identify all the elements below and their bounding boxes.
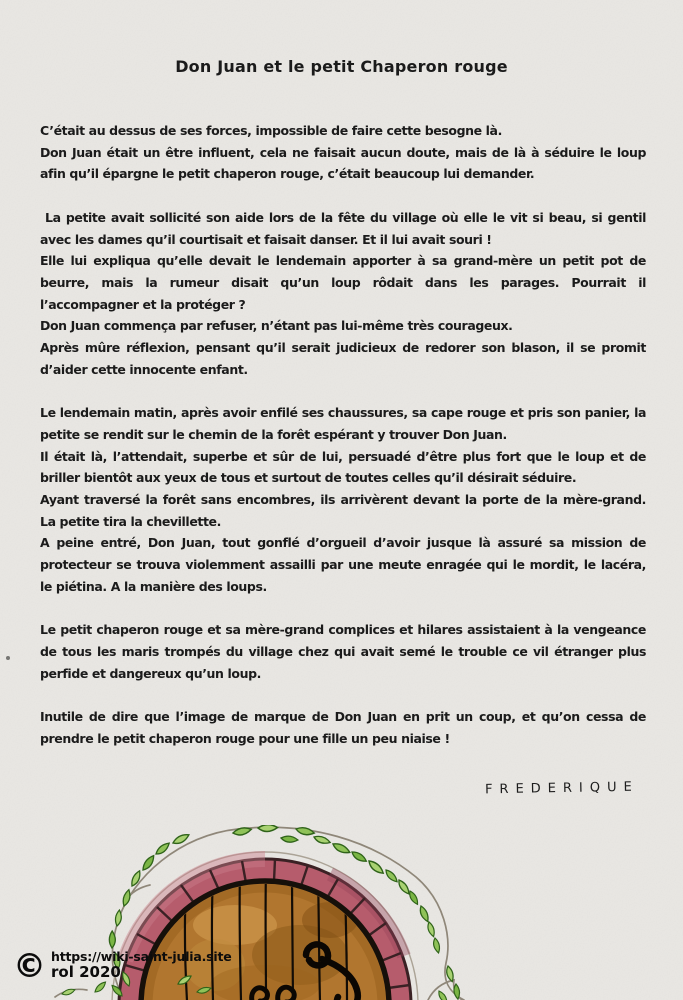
story-line: A peine entré, Don Juan, tout gonflé d’orgueil d’avoir jusque là assuré sa mission de protecteur se trouva violemment assailli par une meute enragée qui le mordit, le lacéra, le piétina. A la manière des loups. bbox=[40, 535, 646, 594]
story-block bbox=[40, 706, 646, 749]
copyright-icon: © bbox=[13, 945, 46, 985]
story-line: La petite avait sollicité son aide lors de la fête du village où elle le vit si beau, si gentil avec les dames qu’il courtisait et faisait danser. Et il lui avait souri ! bbox=[40, 209, 646, 247]
story-line: Le lendemain matin, après avoir enfilé ses chaussures, sa cape rouge et pris son panier, la petite se rendit sur le chemin de la forêt espérant y trouver Don Juan. bbox=[40, 405, 646, 442]
story-line: C’était au dessus de ses forces, impossible de faire cette besogne là. bbox=[40, 123, 502, 138]
story-text bbox=[40, 120, 646, 749]
author-signature: FREDERIQUE bbox=[485, 779, 640, 798]
paper-speck bbox=[6, 656, 10, 660]
story-block bbox=[40, 120, 646, 185]
story-line: Ayant traversé la forêt sans encombres, ils arrivèrent devant la porte de la mère-grand. La petite tira la chevillette. bbox=[40, 491, 646, 529]
watermark bbox=[13, 945, 232, 985]
watermark-url: https://wiki-saint-julia.site bbox=[51, 949, 232, 964]
story-line: Inutile de dire que l’image de marque de Don Juan en prit un coup, et qu’on cessa de prendre le petit chaperon rouge pour une fille un peu niaise ! bbox=[40, 708, 646, 746]
story-block bbox=[40, 402, 646, 597]
watermark-credit: rol 2020 bbox=[51, 963, 121, 981]
page-title: Don Juan et le petit Chaperon rouge bbox=[175, 57, 508, 76]
story-line: Le petit chaperon rouge et sa mère-grand complices et hilares assistaient à la vengeance de tous les maris trompés du village chez qui avait semé le trouble ce vil étranger plus perfide et dangereux qu’un loup. bbox=[40, 622, 646, 681]
story-block bbox=[40, 619, 646, 684]
story-block bbox=[40, 207, 646, 381]
story-line: Don Juan commença par refuser, n’étant pas lui-même très courageux. bbox=[40, 318, 513, 334]
story-line: Don Juan était un être influent, cela ne faisait aucun doute, mais de là à séduire le loup afin qu’il épargne le petit chaperon rouge, c’était beaucoup lui demander. bbox=[40, 144, 646, 182]
story-line: Après mûre réflexion, pensant qu’il serait judicieux de redorer son blason, il se promit d’aider cette innocente enfant. bbox=[40, 340, 646, 377]
story-line: Elle lui expliqua qu’elle devait le lendemain apporter à sa grand-mère un petit pot de beurre, mais la rumeur disait qu’un loup rôdait dans les parages. Pourrait il l’accompagner et la protéger ? bbox=[40, 253, 646, 312]
story-line: Il était là, l’attendait, superbe et sûr de lui, persuadé d’être plus fort que le loup et de briller bientôt aux yeux de tous et surtout de toutes celles qu’il désirait séduire. bbox=[40, 448, 646, 486]
